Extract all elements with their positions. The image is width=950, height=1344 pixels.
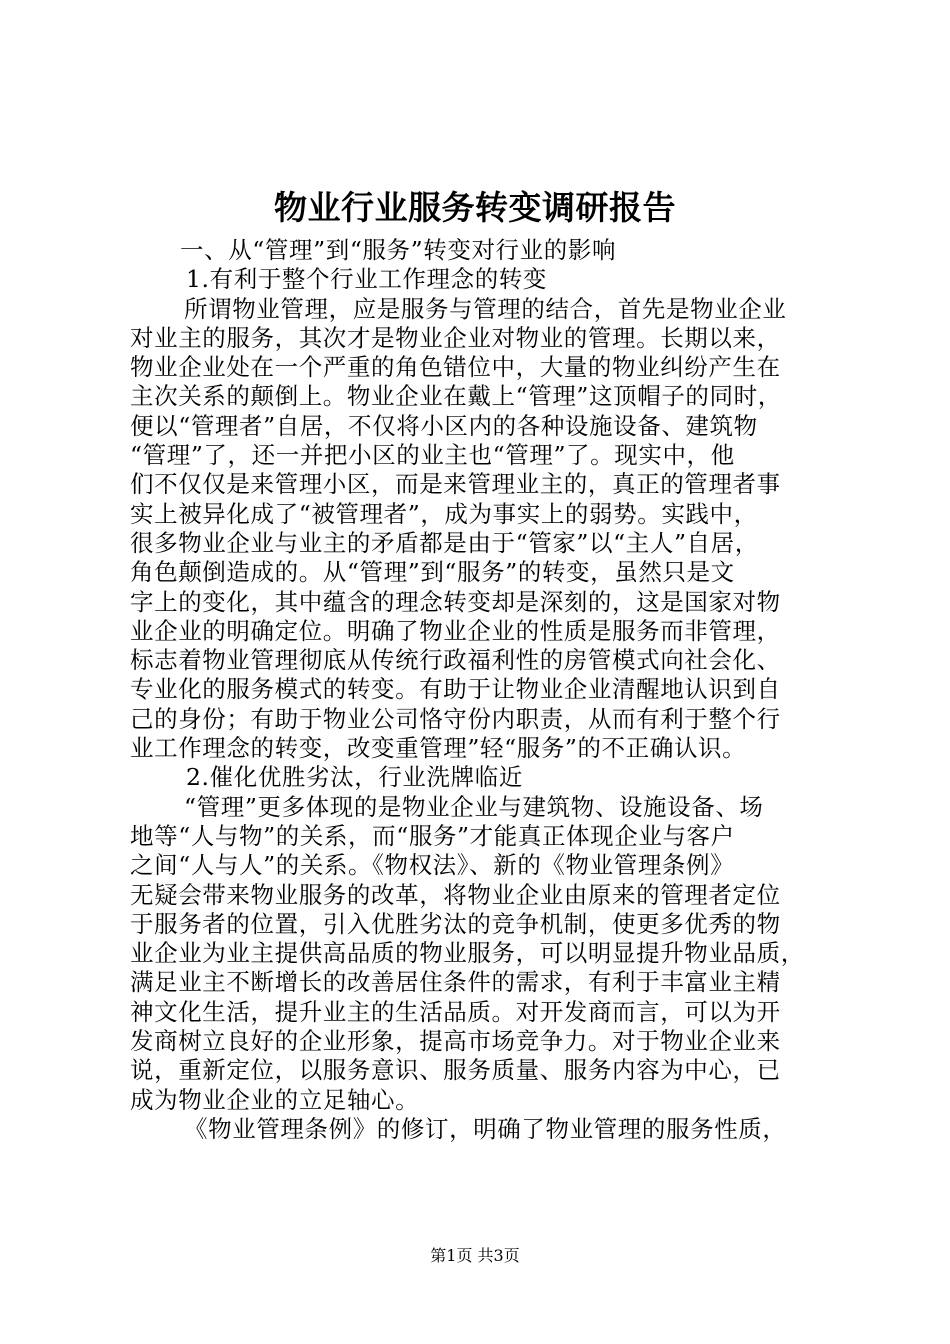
page-footer: 第1页 共3页	[430, 1246, 520, 1265]
paragraph-line: 满足业主不断增长的改善居住条件的需求，有利于丰富业主精	[130, 968, 781, 997]
paragraph-line: 无疑会带来物业服务的改革，将物业企业由原来的管理者定位	[130, 880, 781, 909]
paragraph-line: 实上被异化成了“被管理者”，成为事实上的弱势。实践中，	[130, 499, 758, 528]
paragraph-line: 成为物业企业的立足轴心。	[130, 1085, 420, 1114]
paragraph-line: 己的身份；有助于物业公司恪守份内职责，从而有利于整个行	[130, 704, 781, 733]
subsection-heading: 1.有利于整个行业工作理念的转变	[186, 265, 548, 294]
paragraph-line: 对业主的服务，其次才是物业企业对物业的管理。长期以来，	[130, 323, 781, 352]
paragraph-line: 地等“人与物”的关系，而“服务”才能真正体现企业与客户	[130, 821, 735, 850]
section-heading: 一、从“管理”到“服务”转变对行业的影响	[180, 236, 617, 264]
paragraph-line: “管理”更多体现的是物业企业与建筑物、设施设备、场	[184, 792, 764, 821]
paragraph-line: 说，重新定位，以服务意识、服务质量、服务内容为中心，已	[130, 1056, 781, 1085]
paragraph-line: 之间“人与人”的关系。《物权法》、新的《物业管理条例》	[130, 851, 735, 880]
paragraph-line: 角色颠倒造成的。从“管理”到“服务”的转变，虽然只是文	[130, 558, 735, 587]
paragraph-line: 很多物业企业与业主的矛盾都是由于“管家”以“主人”自居，	[130, 528, 759, 557]
paragraph-line: 们不仅仅是来管理小区，而是来管理业主的，真正的管理者事	[130, 470, 781, 499]
paragraph-line: 于服务者的位置，引入优胜劣汰的竞争机制，使更多优秀的物	[130, 909, 781, 938]
paragraph-line: 所谓物业管理，应是服务与管理的结合，首先是物业企业	[184, 294, 787, 323]
paragraph-line: 专业化的服务模式的转变。有助于让物业企业清醒地认识到自	[130, 675, 781, 704]
paragraph-line: 《物业管理条例》的修订，明确了物业管理的服务性质，	[184, 1114, 787, 1143]
paragraph-line: 物业企业处在一个严重的角色错位中，大量的物业纠纷产生在	[130, 353, 781, 382]
paragraph-line: 业工作理念的转变，改变重管理”轻“服务”的不正确认识。	[130, 734, 747, 763]
paragraph-line: 主次关系的颠倒上。物业企业在戴上“管理”这顶帽子的同时，	[130, 382, 782, 411]
paragraph-line: 字上的变化，其中蕴含的理念转变却是深刻的，这是国家对物	[130, 587, 781, 616]
paragraph-line: “管理”了，还一并把小区的业主也“管理”了。现实中，他	[130, 441, 735, 470]
paragraph-line: 业企业的明确定位。明确了物业企业的性质是服务而非管理，	[130, 616, 781, 645]
paragraph-line: 标志着物业管理彻底从传统行政福利性的房管模式向社会化、	[130, 646, 781, 675]
paragraph-line: 发商树立良好的企业形象，提高市场竞争力。对于物业企业来	[130, 1027, 781, 1056]
document-title: 物业行业服务转变调研报告	[274, 188, 676, 227]
paragraph-line: 神文化生活，提升业主的生活品质。对开发商而言，可以为开	[130, 997, 781, 1026]
subsection-heading: 2.催化优胜劣汰，行业洗牌临近	[186, 763, 523, 792]
document-body	[130, 236, 830, 1144]
paragraph-line: 便以“管理者”自居，不仅将小区内的各种设施设备、建筑物	[130, 411, 758, 440]
paragraph-line: 业企业为业主提供高品质的物业服务，可以明显提升物业品质，	[130, 939, 805, 968]
